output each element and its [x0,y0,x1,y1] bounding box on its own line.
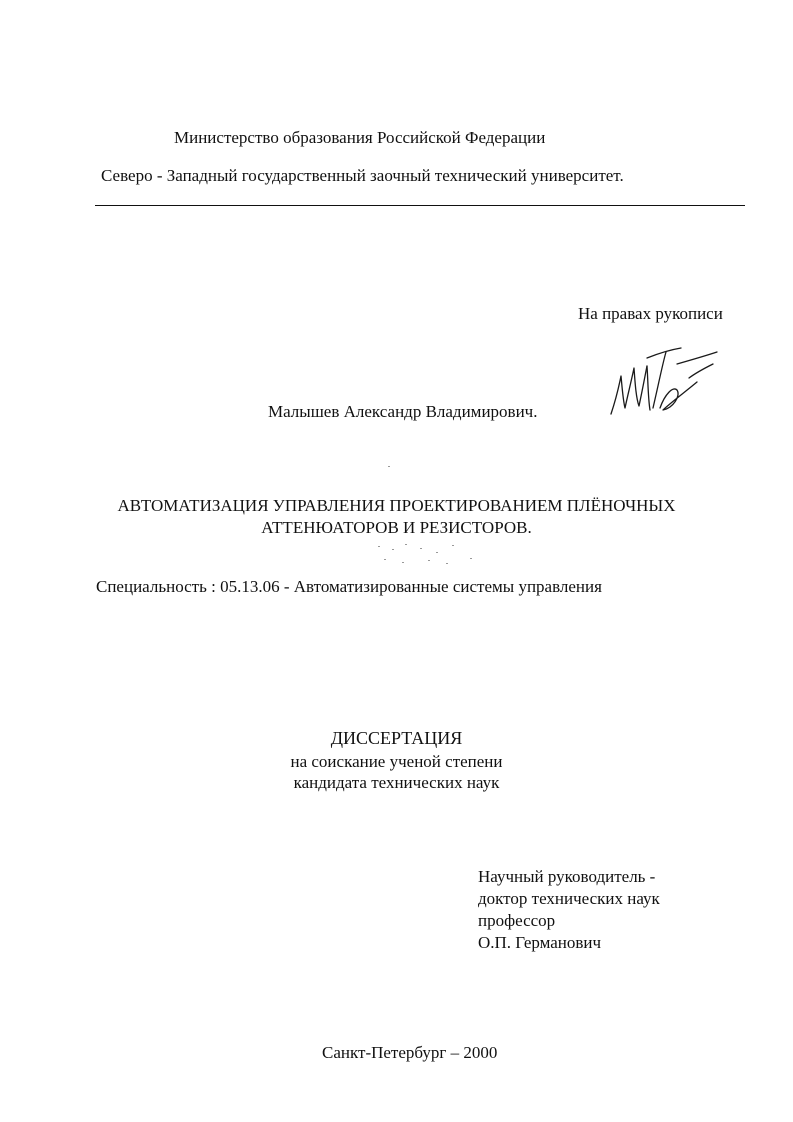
dissertation-title-line-2: АТТЕНЮАТОРОВ И РЕЗИСТОРОВ. [261,518,532,537]
header-divider [95,205,745,206]
city-year: Санкт-Петербург – 2000 [322,1043,498,1062]
advisor-name: О.П. Германович [478,933,602,952]
advisor-degree: доктор технических наук [478,889,660,908]
advisor-rank: профессор [478,911,556,930]
degree-line-1: на соискание ученой степени [290,752,503,771]
author-name: Малышев Александр Владимирович. [268,402,538,421]
university-name: Северо - Западный государственный заочный технический университет. [101,166,624,185]
signature-icon [603,342,721,424]
dissertation-title-line-1: АВТОМАТИЗАЦИЯ УПРАВЛЕНИЯ ПРОЕКТИРОВАНИЕМ ПЛЁНОЧНЫХ [117,496,676,515]
ministry-name: Министерство образования Российской Федерации [174,128,546,147]
manuscript-note: На правах рукописи [578,304,723,323]
degree-line-2: кандидата технических наук [293,773,500,792]
dissertation-heading: ДИССЕРТАЦИЯ [330,728,463,748]
specialty: Специальность : 05.13.06 - Автоматизированные системы управления [96,577,602,596]
advisor-role: Научный руководитель - [478,867,656,886]
